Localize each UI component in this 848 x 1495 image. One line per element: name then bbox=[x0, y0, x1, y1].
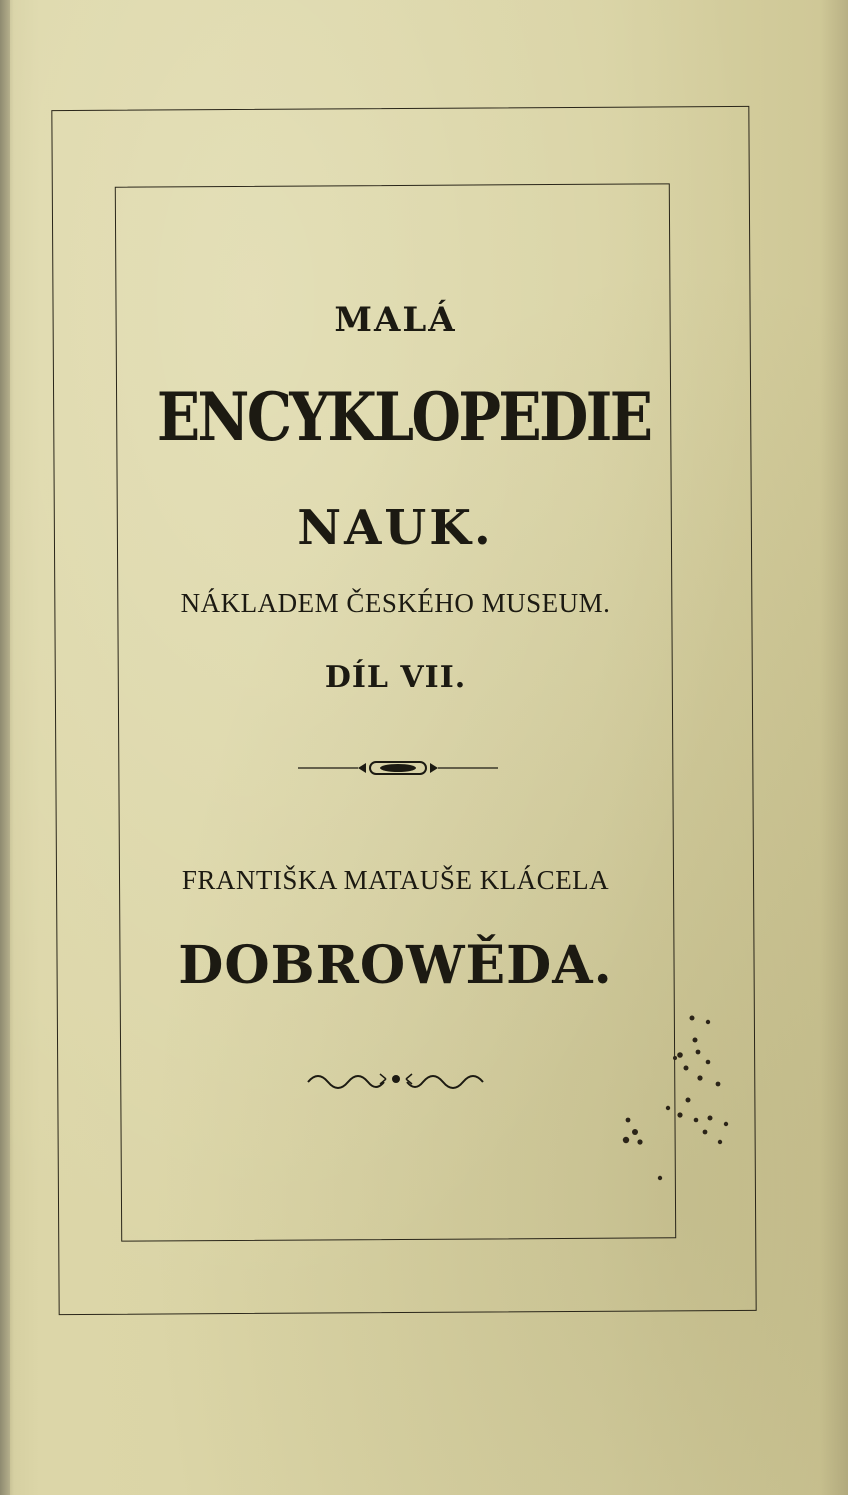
author-line: FRANTIŠKA MATAUŠE KLÁCELA bbox=[181, 865, 610, 895]
ornament-divider-icon bbox=[118, 753, 673, 783]
publisher-line: NÁKLADEM ČESKÉHO MUSEUM. bbox=[180, 588, 611, 618]
title-line-encyklopedie: ENCYKLOPEDIE bbox=[156, 378, 651, 456]
book-spine-edge bbox=[0, 0, 10, 1495]
foxing-stain-dots bbox=[600, 1000, 750, 1200]
title-line-nauk: NAUK. bbox=[297, 500, 494, 556]
scroll-ornament-icon bbox=[118, 1064, 673, 1094]
work-title: DOBROWĚDA. bbox=[178, 935, 613, 996]
title-line-mala: MALÁ bbox=[334, 300, 457, 340]
volume-line: DÍL VII. bbox=[324, 660, 467, 695]
